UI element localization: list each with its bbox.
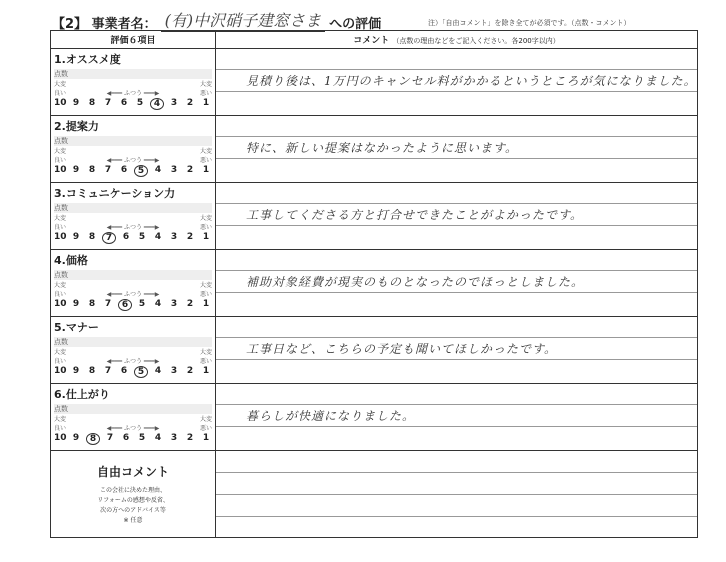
item-comment[interactable]: 暮らしが快適になりました。 [246,409,416,423]
score-2[interactable]: 2 [186,433,194,443]
col-header-items: 評価６項目 [51,31,216,49]
score-scale [51,136,215,182]
item-title: 2.提案力 [54,120,99,133]
score-10[interactable]: 10 [54,165,67,175]
score-9[interactable]: 9 [72,98,80,108]
score-8[interactable]: 8 [88,165,96,175]
good-label: 良い [54,90,67,97]
very-label-right: 大変 [199,416,212,423]
score-6[interactable]: 6 [120,165,128,175]
arrow-icon: ◀━━━ ふつう ━━━▶ [106,425,160,432]
item-title: 6.仕上がり [54,388,110,401]
scale-arrows [54,414,212,423]
score-5[interactable]: 5 [138,433,146,443]
item-title: 1.オススメ度 [54,53,121,66]
arrow-icon: ◀━━━ ふつう ━━━▶ [106,157,160,164]
business-name: (有)中沢硝子建窓さま [161,8,326,32]
good-label: 良い [54,358,67,365]
score-6[interactable]: 6 [120,366,128,376]
free-comment-label [51,451,216,538]
score-9[interactable]: 9 [72,366,80,376]
very-label-right: 大変 [199,215,212,222]
free-comment-row [51,451,698,538]
arrow-icon: ◀━━━ ふつう ━━━▶ [106,90,160,97]
score-8[interactable]: 8 [88,98,96,108]
score-7[interactable]: 7 [102,232,116,244]
bad-label: 悪い [199,425,212,432]
very-label: 大変 [54,349,67,356]
score-5[interactable]: 5 [134,366,148,378]
item-label-cell [51,250,216,317]
free-comment-field[interactable] [216,451,698,538]
score-2[interactable]: 2 [186,165,194,175]
score-label: 点数 [54,270,212,280]
score-5[interactable]: 5 [136,98,144,108]
normal-label: ふつう [123,157,142,164]
free-optional: ※ 任意 [123,517,143,524]
scale-arrows-2 [54,289,212,298]
normal-label: ふつう [123,425,142,432]
item-comment[interactable]: 見積り後は、1万円のキャンセル料がかかるというところが気になりました。 [246,74,697,88]
bad-label: 悪い [199,224,212,231]
col-header-comment [216,31,698,49]
score-3[interactable]: 3 [170,366,178,376]
score-2[interactable]: 2 [186,232,194,242]
required-note: 注）「自由コメント」を除き全てが必須です。（点数・コメント） [428,19,631,27]
comment-header-note: （点数の理由などをご記入ください。各200字以内） [392,37,560,45]
evaluation-item [51,49,698,116]
score-8[interactable]: 8 [86,433,100,445]
normal-label: ふつう [123,224,142,231]
score-2[interactable]: 2 [186,98,194,108]
item-comment[interactable]: 工事日など、こちらの予定も聞いてほしかったです。 [246,342,558,356]
score-5[interactable]: 5 [134,165,148,177]
scale-arrows-2 [54,222,212,231]
score-4[interactable]: 4 [154,433,162,443]
score-6[interactable]: 6 [122,433,130,443]
good-label: 良い [54,425,67,432]
score-8[interactable]: 8 [88,366,96,376]
score-10[interactable]: 10 [54,299,67,309]
score-10[interactable]: 10 [54,433,67,443]
very-label-right: 大変 [199,349,212,356]
score-1[interactable]: 1 [202,232,210,242]
score-9[interactable]: 9 [72,433,80,443]
score-scale [51,69,215,115]
scale-arrows [54,213,212,222]
evaluation-item [51,116,698,183]
bad-label: 悪い [199,358,212,365]
item-comment[interactable]: 工事してくださる方と打合せできたことがよかったです。 [246,208,584,222]
arrow-icon: ◀━━━ ふつう ━━━▶ [106,358,160,365]
score-4[interactable]: 4 [150,98,164,110]
comment-cell[interactable] [216,317,698,384]
item-comment[interactable]: 補助対象経費が現実のものとなったのでほっとしました。 [246,275,585,289]
score-8[interactable]: 8 [88,232,96,242]
score-1[interactable]: 1 [202,366,210,376]
score-label: 点数 [54,136,212,146]
score-2[interactable]: 2 [186,299,194,309]
free-desc-2: リフォームの感想や反省、 [97,497,169,504]
score-4[interactable]: 4 [154,165,162,175]
score-6[interactable]: 6 [120,98,128,108]
very-label: 大変 [54,416,67,423]
normal-label: ふつう [123,291,142,298]
scale-arrows [54,347,212,356]
arrow-icon: ◀━━━ ふつう ━━━▶ [106,224,160,231]
free-desc-1: この会社に決めた理由、 [99,487,166,494]
score-label: 点数 [54,69,212,79]
good-label: 良い [54,157,67,164]
score-4[interactable]: 4 [154,232,162,242]
good-label: 良い [54,291,67,298]
very-label-right: 大変 [199,148,212,155]
item-title: 4.価格 [54,254,88,267]
item-label-cell [51,49,216,116]
item-title: 5.マナー [54,321,99,334]
comment-cell[interactable] [216,183,698,250]
item-label-cell [51,384,216,451]
evaluation-item [51,384,698,451]
evaluation-item [51,250,698,317]
score-numbers [54,165,212,177]
score-7[interactable]: 7 [106,433,114,443]
score-10[interactable]: 10 [54,98,67,108]
scale-arrows-2 [54,356,212,365]
normal-label: ふつう [123,90,142,97]
score-2[interactable]: 2 [186,366,194,376]
normal-label: ふつう [123,358,142,365]
comment-cell[interactable] [216,116,698,183]
item-label-cell [51,116,216,183]
item-title: 3.コミュニケーション力 [54,187,176,200]
score-7[interactable]: 7 [104,299,112,309]
score-4[interactable]: 4 [154,366,162,376]
score-3[interactable]: 3 [170,165,178,175]
score-numbers [54,433,212,445]
free-desc-3: 次の方へのアドバイス等 [100,507,166,514]
evaluation-item [51,317,698,384]
score-7[interactable]: 7 [104,366,112,376]
score-label: 点数 [54,404,212,414]
score-1[interactable]: 1 [202,299,210,309]
score-scale [51,404,215,450]
score-label: 点数 [54,337,212,347]
score-numbers [54,366,212,378]
score-5[interactable]: 5 [138,232,146,242]
very-label-right: 大変 [199,81,212,88]
score-scale [51,270,215,316]
score-scale [51,337,215,383]
score-9[interactable]: 9 [72,299,80,309]
header-prefix: 【2】 事業者名： [52,17,157,32]
evaluation-table [50,30,698,538]
scale-arrows [54,146,212,155]
score-1[interactable]: 1 [202,433,210,443]
score-3[interactable]: 3 [170,232,178,242]
score-10[interactable]: 10 [54,232,67,242]
score-numbers [54,299,212,311]
scale-arrows-2 [54,423,212,432]
score-7[interactable]: 7 [104,165,112,175]
scale-arrows-2 [54,88,212,97]
score-1[interactable]: 1 [202,165,210,175]
comment-header-label: コメント [353,36,390,46]
score-7[interactable]: 7 [104,98,112,108]
score-scale [51,203,215,249]
comment-cell[interactable] [216,384,698,451]
score-9[interactable]: 9 [72,232,80,242]
very-label: 大変 [54,81,67,88]
score-numbers [54,98,212,110]
score-3[interactable]: 3 [170,299,178,309]
comment-cell[interactable] [216,250,698,317]
score-9[interactable]: 9 [72,165,80,175]
bad-label: 悪い [199,90,212,97]
very-label-right: 大変 [199,282,212,289]
item-comment[interactable]: 特に、新しい提案はなかったように思います。 [246,141,519,155]
score-4[interactable]: 4 [154,299,162,309]
score-10[interactable]: 10 [54,366,67,376]
very-label: 大変 [54,282,67,289]
bad-label: 悪い [199,291,212,298]
item-label-cell [51,183,216,250]
scale-arrows [54,280,212,289]
score-numbers [54,232,212,244]
evaluation-item [51,183,698,250]
good-label: 良い [54,224,67,231]
score-6[interactable]: 6 [122,232,130,242]
scale-arrows-2 [54,155,212,164]
arrow-icon: ◀━━━ ふつう ━━━▶ [106,291,160,298]
score-1[interactable]: 1 [202,98,210,108]
score-3[interactable]: 3 [170,433,178,443]
score-8[interactable]: 8 [88,299,96,309]
item-label-cell [51,317,216,384]
free-comment-title: 自由コメント [96,465,169,479]
very-label: 大変 [54,148,67,155]
header [52,8,381,32]
scale-arrows [54,79,212,88]
comment-cell[interactable] [216,49,698,116]
bad-label: 悪い [199,157,212,164]
score-3[interactable]: 3 [170,98,178,108]
very-label: 大変 [54,215,67,222]
header-suffix: への評価 [329,17,382,32]
score-6[interactable]: 6 [118,299,132,311]
score-5[interactable]: 5 [138,299,146,309]
score-label: 点数 [54,203,212,213]
